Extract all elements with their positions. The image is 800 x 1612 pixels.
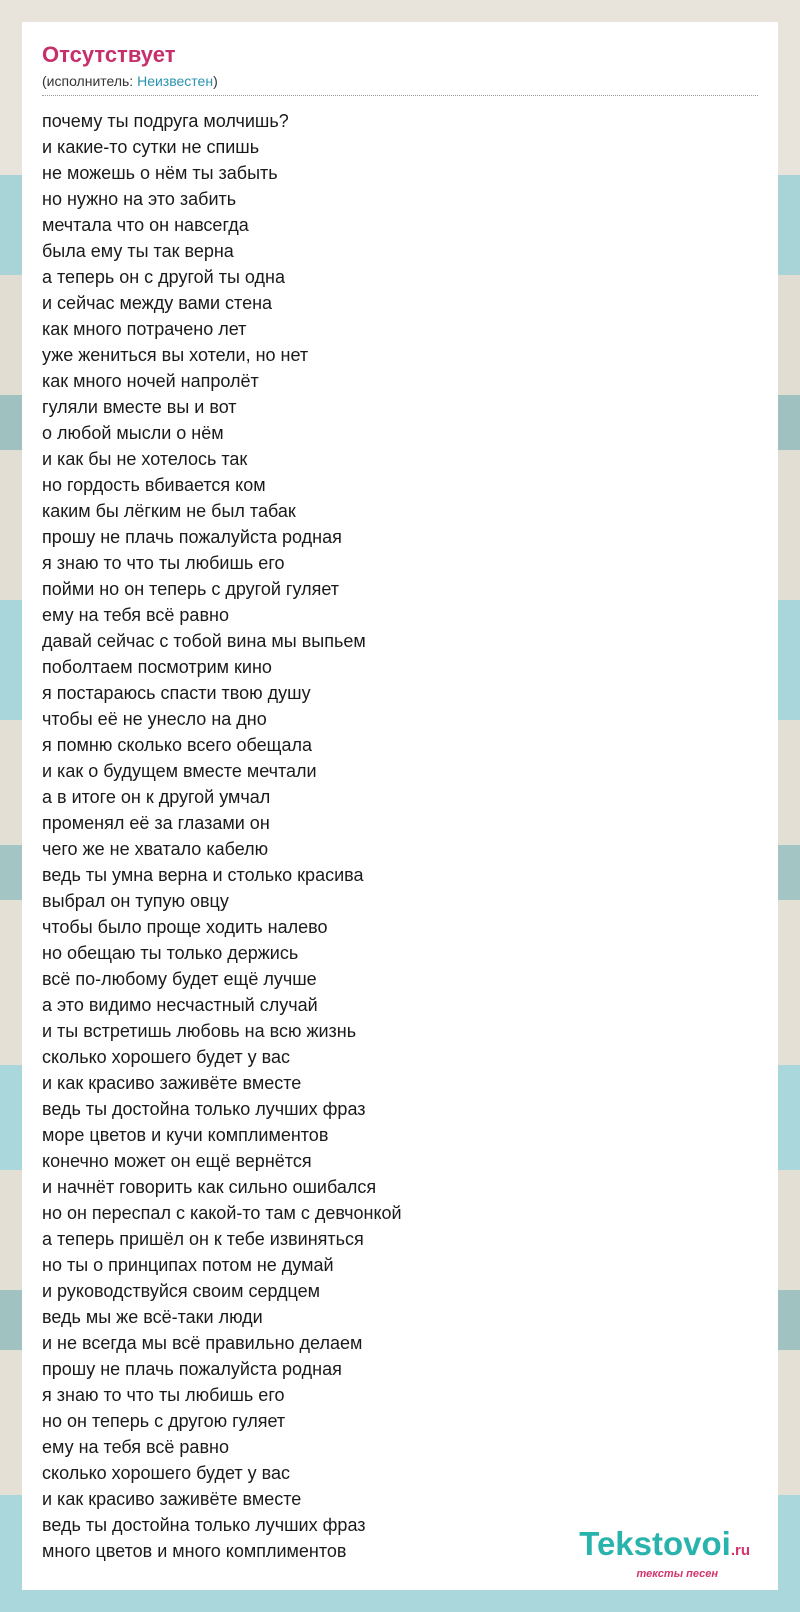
- lyric-line: но гордость вбивается ком: [42, 475, 266, 495]
- lyric-line: променял её за глазами он: [42, 813, 270, 833]
- lyric-line: как много потрачено лет: [42, 319, 247, 339]
- lyric-line: я знаю то что ты любишь его: [42, 553, 285, 573]
- lyric-line: мечтала что он навсегда: [42, 215, 249, 235]
- lyric-line: а в итоге он к другой умчал: [42, 787, 271, 807]
- lyric-line: поболтаем посмотрим кино: [42, 657, 272, 677]
- lyric-line: но он теперь с другою гуляет: [42, 1411, 286, 1431]
- lyric-line: а теперь он с другой ты одна: [42, 267, 285, 287]
- lyric-line: и как о будущем вместе мечтали: [42, 761, 317, 781]
- lyric-line: а это видимо несчастный случай: [42, 995, 318, 1015]
- lyric-line: чтобы её не унесло на дно: [42, 709, 267, 729]
- lyric-line: ведь ты достойна только лучших фраз: [42, 1099, 366, 1119]
- lyric-line: не можешь о нём ты забыть: [42, 163, 278, 183]
- lyric-line: почему ты подруга молчишь?: [42, 111, 289, 131]
- lyric-line: и как красиво заживёте вместе: [42, 1073, 302, 1093]
- lyric-line: прошу не плачь пожалуйста родная: [42, 527, 342, 547]
- artist-prefix: (исполнитель:: [42, 73, 138, 89]
- lyric-line: я знаю то что ты любишь его: [42, 1385, 285, 1405]
- artist-line: [42, 72, 758, 96]
- lyrics-card: [22, 22, 778, 1590]
- lyric-line: пойми но он теперь с другой гуляет: [42, 579, 339, 599]
- logo-name: Tekstovoi: [579, 1525, 731, 1562]
- lyric-line: и сейчас между вами стена: [42, 293, 273, 313]
- lyric-line: но он переспал с какой-то там с девчонкой: [42, 1203, 402, 1223]
- artist-suffix: ): [213, 73, 218, 89]
- lyric-line: давай сейчас с тобой вина мы выпьем: [42, 631, 366, 651]
- lyric-line: прошу не плачь пожалуйста родная: [42, 1359, 342, 1379]
- song-title: Отсутствует: [42, 42, 176, 67]
- lyric-line: ведь мы же всё-таки люди: [42, 1307, 263, 1327]
- lyric-line: как много ночей напролёт: [42, 371, 259, 391]
- lyric-line: всё по-любому будет ещё лучше: [42, 969, 317, 989]
- lyric-line: ему на тебя всё равно: [42, 1437, 229, 1457]
- lyric-line: ему на тебя всё равно: [42, 605, 229, 625]
- lyric-line: я постараюсь спасти твою душу: [42, 683, 311, 703]
- lyric-line: но ты о принципах потом не думай: [42, 1255, 334, 1275]
- lyric-line: а теперь пришёл он к тебе извиняться: [42, 1229, 364, 1249]
- lyric-line: и какие-то сутки не спишь: [42, 137, 260, 157]
- lyric-line: ведь ты достойна только лучших фраз: [42, 1515, 366, 1535]
- lyric-line: чтобы было проще ходить налево: [42, 917, 328, 937]
- lyric-line: и начнёт говорить как сильно ошибался: [42, 1177, 377, 1197]
- logo-wordmark: [579, 1527, 750, 1568]
- lyric-line: каким бы лёгким не был табак: [42, 501, 296, 521]
- lyrics-text: [42, 108, 758, 1564]
- lyric-line: сколько хорошего будет у вас: [42, 1463, 290, 1483]
- lyric-line: была ему ты так верна: [42, 241, 234, 261]
- lyric-line: сколько хорошего будет у вас: [42, 1047, 290, 1067]
- lyric-line: и не всегда мы всё правильно делаем: [42, 1333, 363, 1353]
- lyric-line: но обещаю ты только держись: [42, 943, 299, 963]
- lyric-line: я помню сколько всего обещала: [42, 735, 312, 755]
- lyric-line: о любой мысли о нём: [42, 423, 224, 443]
- lyric-line: гуляли вместе вы и вот: [42, 397, 237, 417]
- lyric-line: но нужно на это забить: [42, 189, 237, 209]
- lyric-line: и руководствуйся своим сердцем: [42, 1281, 321, 1301]
- lyric-line: уже жениться вы хотели, но нет: [42, 345, 309, 365]
- site-logo[interactable]: [579, 1527, 750, 1580]
- lyric-line: и ты встретишь любовь на всю жизнь: [42, 1021, 357, 1041]
- logo-tagline: тексты песен: [636, 1568, 718, 1580]
- logo-tld: .ru: [730, 1542, 750, 1559]
- lyric-line: море цветов и кучи комплиментов: [42, 1125, 329, 1145]
- artist-link[interactable]: Неизвестен: [137, 73, 214, 89]
- lyric-line: и как бы не хотелось так: [42, 449, 248, 469]
- lyric-line: конечно может он ещё вернётся: [42, 1151, 312, 1171]
- lyric-line: ведь ты умна верна и столько красива: [42, 865, 364, 885]
- lyric-line: много цветов и много комплиментов: [42, 1541, 347, 1561]
- lyric-line: выбрал он тупую овцу: [42, 891, 229, 911]
- lyric-line: и как красиво заживёте вместе: [42, 1489, 302, 1509]
- lyric-line: чего же не хватало кабелю: [42, 839, 269, 859]
